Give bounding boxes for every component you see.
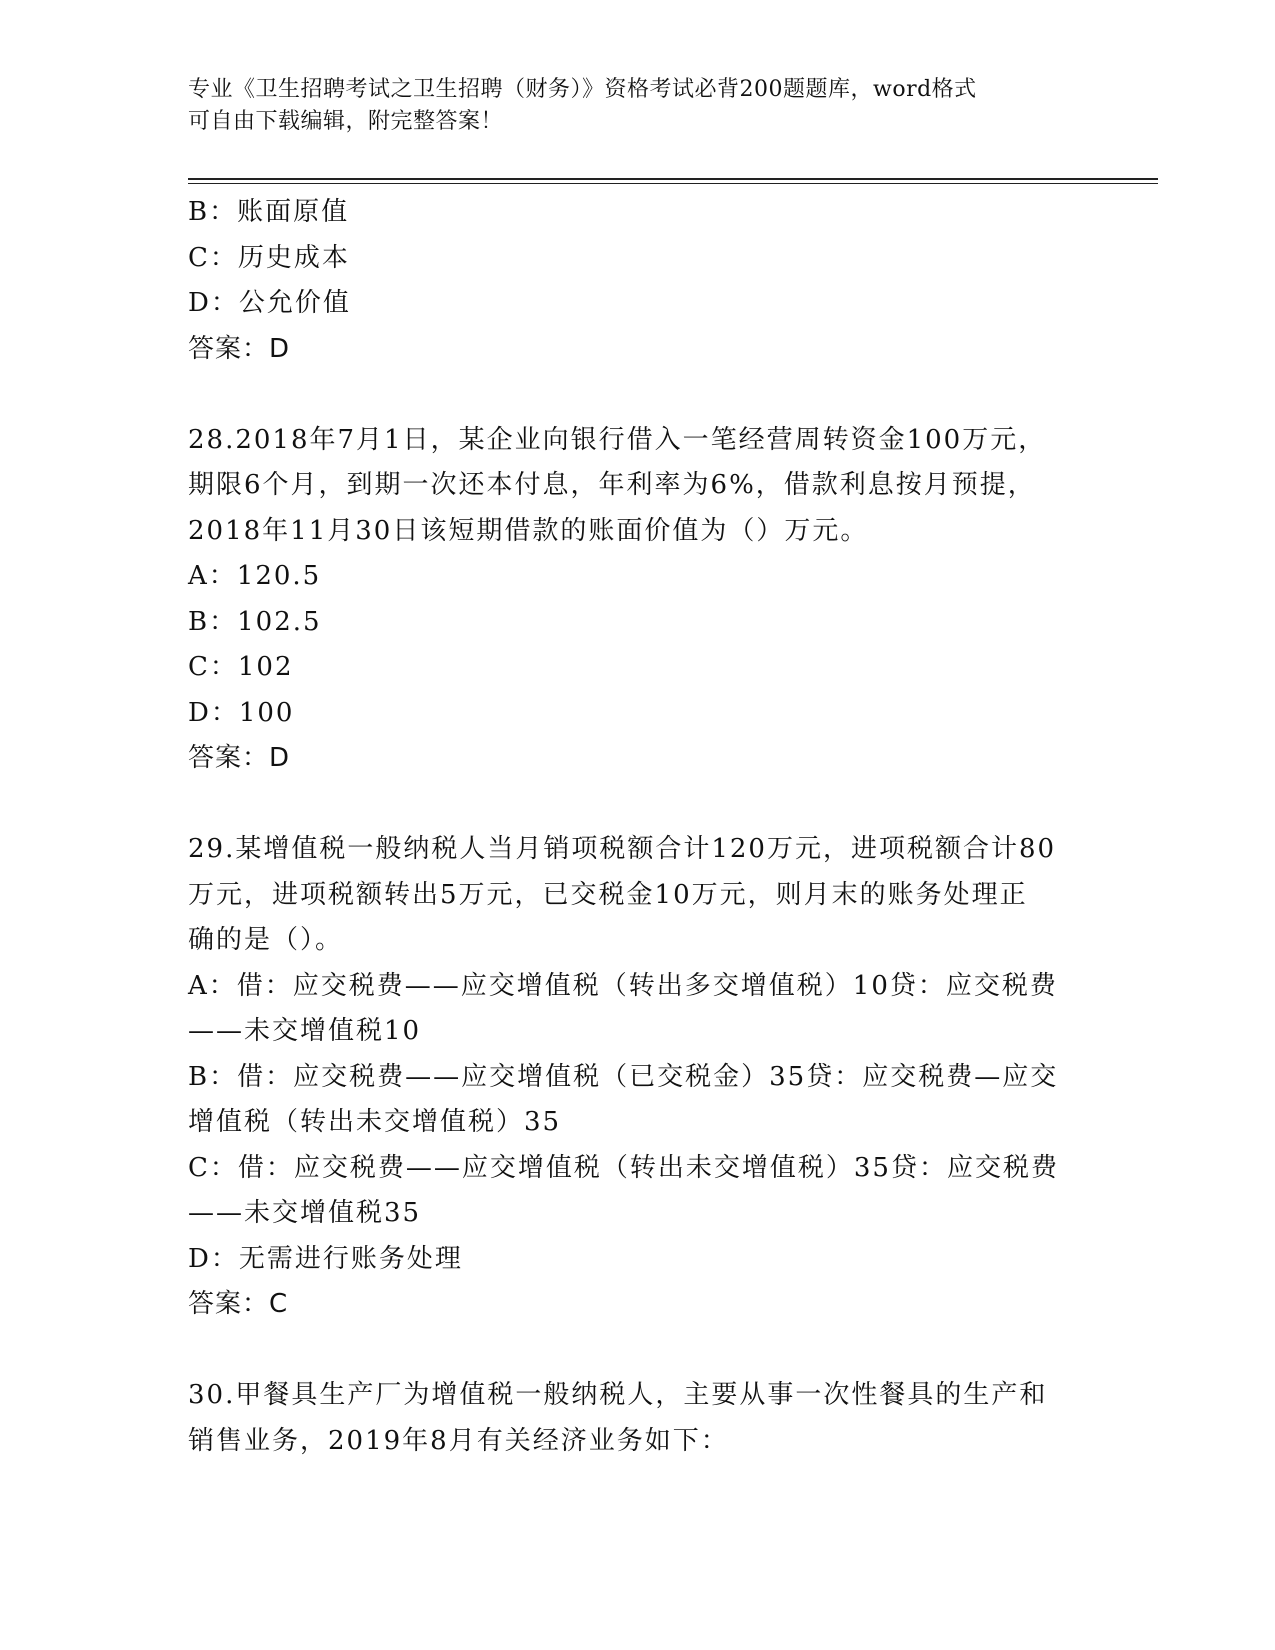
question-stem-line: 确的是（）。	[188, 925, 344, 955]
question-29	[188, 827, 1088, 1328]
question-stem-line: 29.某增值税一般纳税人当月销项税额合计120万元，进项税额合计80	[188, 834, 1057, 864]
spacer	[188, 782, 1088, 828]
answer-line: 答案：D	[188, 333, 291, 364]
question-stem-line: 万元，进项税额转出5万元，已交税金10万元，则月末的账务处理正	[188, 879, 1028, 910]
question-27-tail	[188, 190, 1088, 372]
option-b: B：借：应交税费——应交增值税（已交税金）35贷：应交税费—应交	[188, 1061, 1059, 1092]
question-stem-line: 28.2018年7月1日，某企业向银行借入一笔经营周转资金100万元，	[188, 424, 1047, 455]
option-a: A：120.5	[188, 561, 322, 591]
document-body	[188, 190, 1088, 1464]
question-stem-line: 2018年11月30日该短期借款的账面价值为（）万元。	[188, 515, 869, 546]
option-b: B：账面原值	[188, 197, 350, 227]
spacer	[188, 1328, 1088, 1374]
option-a: A：借：应交税费——应交增值税（转出多交增值税）10贷：应交税费	[188, 970, 1058, 1001]
option-c: C：借：应交税费——应交增值税（转出未交增值税）35贷：应交税费	[188, 1152, 1059, 1183]
header-line-1: 专业《卫生招聘考试之卫生招聘（财务）》资格考试必背200题题库，word格式	[188, 77, 977, 102]
spacer	[188, 372, 1088, 418]
option-c: C：历史成本	[188, 242, 350, 273]
option-c-continued: ——未交增值税35	[188, 1198, 422, 1228]
option-d: D：无需进行账务处理	[188, 1243, 463, 1274]
question-stem-line: 销售业务，2019年8月有关经济业务如下：	[188, 1425, 729, 1456]
option-a-continued: ——未交增值税10	[188, 1016, 422, 1046]
header-rule-thin	[188, 183, 1158, 184]
question-28	[188, 418, 1088, 782]
document-header	[188, 74, 1088, 138]
question-stem-line: 期限6个月，到期一次还本付息，年利率为6%，借款利息按月预提，	[188, 470, 1036, 500]
question-stem-line: 30.甲餐具生产厂为增值税一般纳税人，主要从事一次性餐具的生产和	[188, 1380, 1048, 1410]
answer-line: 答案：C	[188, 1289, 289, 1319]
option-d: D：公允价值	[188, 288, 351, 318]
option-b: B：102.5	[188, 606, 322, 637]
option-c: C：102	[188, 652, 294, 682]
header-rule-thick	[188, 178, 1158, 180]
option-d: D：100	[188, 697, 295, 728]
header-line-2: 可自由下载编辑，附完整答案！	[188, 109, 504, 134]
question-30	[188, 1373, 1088, 1464]
answer-line: 答案：D	[188, 743, 291, 773]
option-b-continued: 增值税（转出未交增值税）35	[188, 1107, 562, 1137]
